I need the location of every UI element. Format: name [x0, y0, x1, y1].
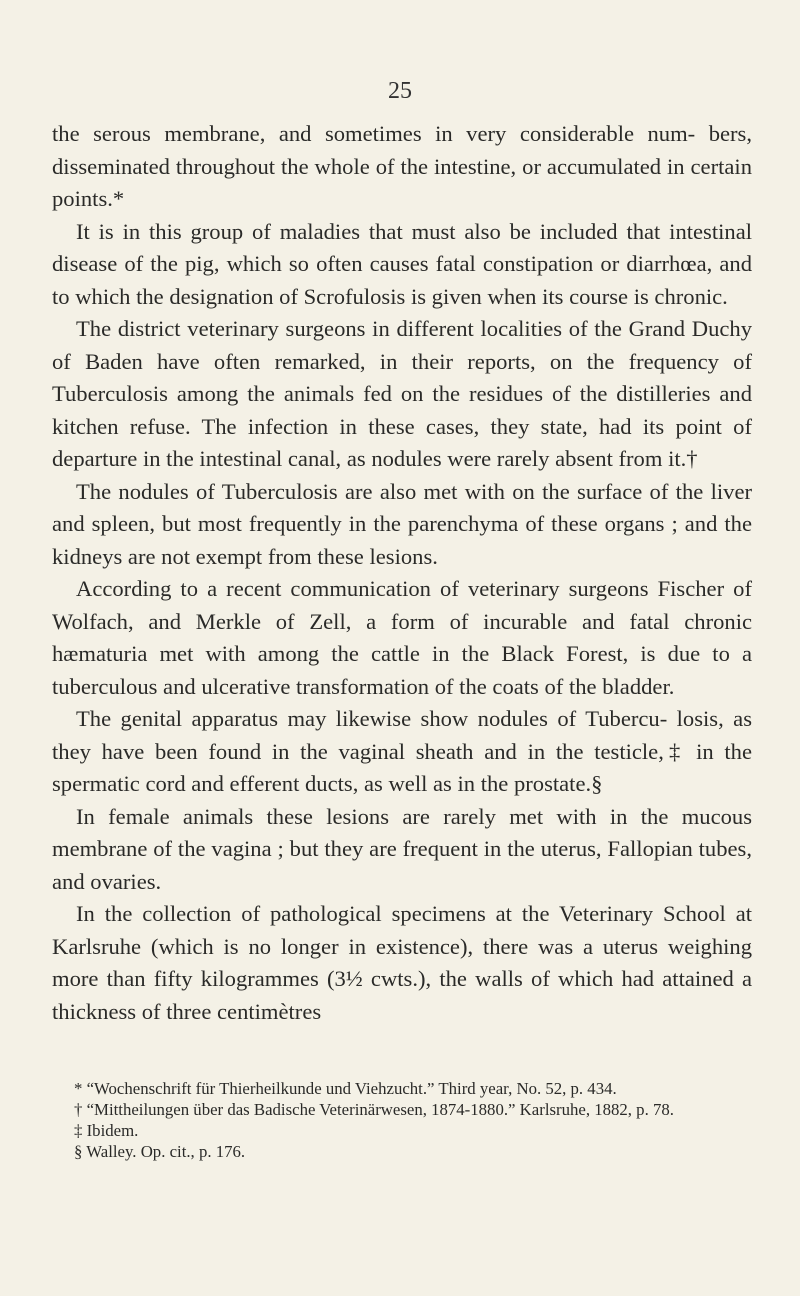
- footnote: § Walley. Op. cit., p. 176.: [74, 1142, 246, 1161]
- page-number: 25: [388, 78, 412, 104]
- footnotes: [52, 1078, 752, 1162]
- paragraph: the serous membrane, and sometimes in very considerable num- bers, disseminated throughout the whole of the intestine, or accumulated in certain points.*: [52, 121, 752, 211]
- paragraph: It is in this group of maladies that must also be included that intestinal disease of the pig, which so often causes fatal constipation or diarrhœa, and to which the designation of Scrofulosis is given when its course is chronic.: [52, 218, 752, 309]
- footnote: ‡ Ibidem.: [74, 1121, 139, 1140]
- paragraph: The nodules of Tuberculosis are also met with on the surface of the liver and spleen, but most frequently in the parenchyma of these organs ; and the kidneys are not exempt from these lesions.: [52, 478, 752, 569]
- footnote: † “Mittheilungen über das Badische Veterinärwesen, 1874-1880.” Karlsruhe, 1882, p. 78.: [74, 1100, 674, 1119]
- paragraph: In the collection of pathological specimens at the Veterinary School at Karlsruhe (which is no longer in existence), there was a uterus weighing more than fifty kilogrammes (3½ cwts.), the walls of which had attained a thickness of three centimètres: [52, 901, 752, 1024]
- body-text: [52, 118, 752, 1028]
- footnote: * “Wochenschrift für Thierheilkunde und Viehzucht.” Third year, No. 52, p. 434.: [74, 1079, 617, 1098]
- paragraph: The genital apparatus may likewise show nodules of Tubercu- losis, as they have been found in the vaginal sheath and in the testicle,‡ in the spermatic cord and efferent ducts, as well as in the prostate.§: [52, 706, 752, 796]
- paragraph: The district veterinary surgeons in different localities of the Grand Duchy of Baden have often remarked, in their reports, on the frequency of Tuberculosis among the animals fed on the residues of the distilleries and kitchen refuse. The infection in these cases, they state, had its point of departure in the intestinal canal, as nodules were rarely absent from it.†: [52, 316, 752, 471]
- paragraph: According to a recent communication of veterinary surgeons Fischer of Wolfach, and Merkle of Zell, a form of incurable and fatal chronic hæmaturia met with among the cattle in the Black Forest, is due to a tuberculous and ulcerative transformation of the coats of the bladder.: [52, 576, 752, 699]
- paragraph: In female animals these lesions are rarely met with in the mucous membrane of the vagina ; but they are frequent in the uterus, Fallopian tubes, and ovaries.: [52, 803, 752, 894]
